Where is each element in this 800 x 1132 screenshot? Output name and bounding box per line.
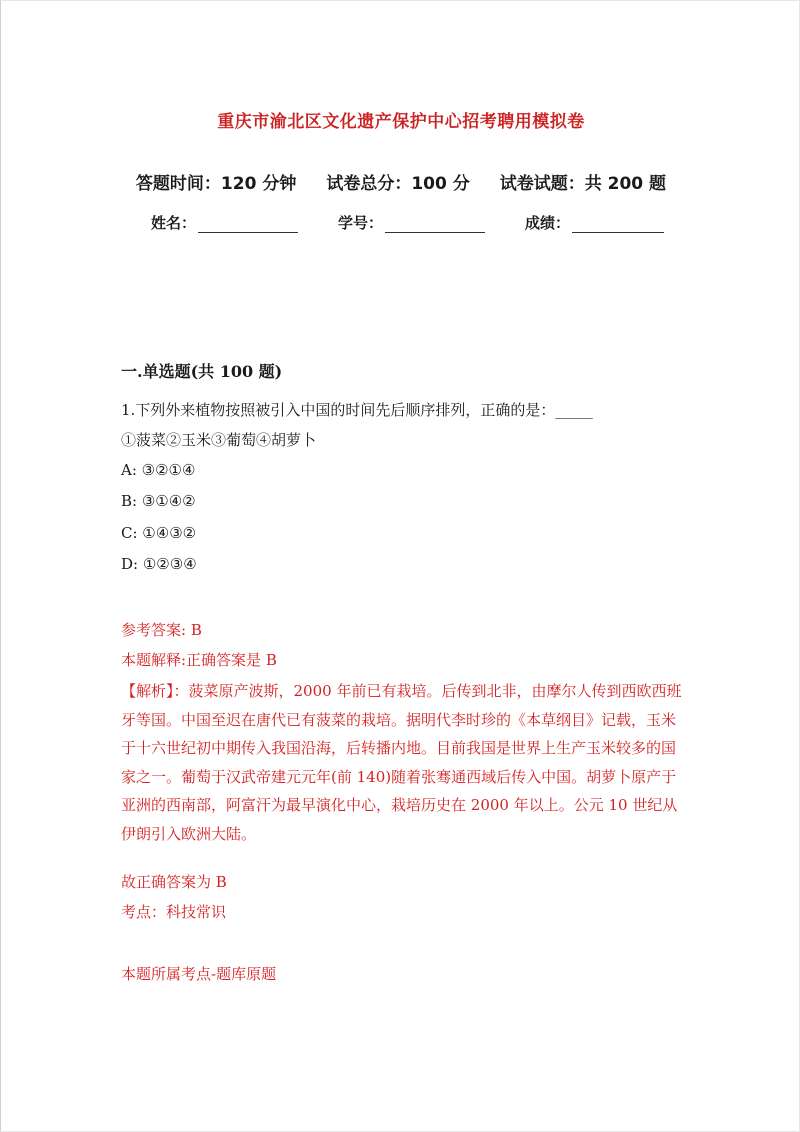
exam-title: 重庆市渝北区文化遗产保护中心招考聘用模拟卷 [217, 112, 585, 132]
conclusion-text: 故正确答案为 B [121, 873, 227, 891]
option-d: D: ①②③④ [121, 555, 197, 573]
explanation-title: 本题解释:正确答案是 B [121, 651, 277, 669]
option-b: B: ③①④② [121, 492, 196, 510]
score-field [525, 212, 664, 233]
exam-time: 答题时间：120 分钟 [135, 174, 297, 194]
option-a: A: ③②①④ [121, 461, 196, 479]
score-blank [572, 215, 664, 233]
question-items: ①菠菜②玉米③葡萄④胡萝卜 [121, 431, 317, 449]
option-c: C: ①④③② [121, 524, 197, 542]
reference-answer: 参考答案: B [121, 621, 202, 639]
name-label: 姓名： [151, 214, 197, 232]
source-text: 本题所属考点-题库原题 [121, 965, 277, 983]
analysis-text: 【解析】：菠菜原产波斯，2000 年前已有栽培。后传到北非，由摩尔人传到西欧西班牙等国。中国至迟在唐代已有菠菜的栽培。据明代李时珍的《本草纲目》记载，玉米于十六世纪初中期传入我国沿海，后转播内地。目前我国是世界上生产玉米较多的国家之一。葡萄于汉武帝建元元年(前 140)随着张骞通西域后传入中国。胡萝卜原产于亚洲的西南部，阿富汗为最早演化中心，栽培历史在 2000 年以上。公元 10 世纪从伊朗引入欧洲大陆。 [121, 682, 682, 843]
score-label: 成绩： [525, 214, 571, 232]
exam-meta-row [1, 169, 800, 194]
topic-text: 考点：科技常识 [121, 903, 227, 921]
exam-total-score: 试卷总分：100 分 [326, 174, 470, 194]
name-blank [198, 215, 298, 233]
student-id-blank [385, 215, 485, 233]
student-id-field [338, 212, 485, 233]
question-stem: 1.下列外来植物按照被引入中国的时间先后顺序排列，正确的是：_____ [121, 401, 593, 419]
name-field [151, 212, 298, 233]
exam-question-count: 试卷试题：共 200 题 [499, 174, 667, 194]
student-info-row [151, 212, 664, 233]
student-id-label: 学号： [338, 214, 384, 232]
section-title: 一.单选题(共 100 题) [121, 362, 283, 381]
